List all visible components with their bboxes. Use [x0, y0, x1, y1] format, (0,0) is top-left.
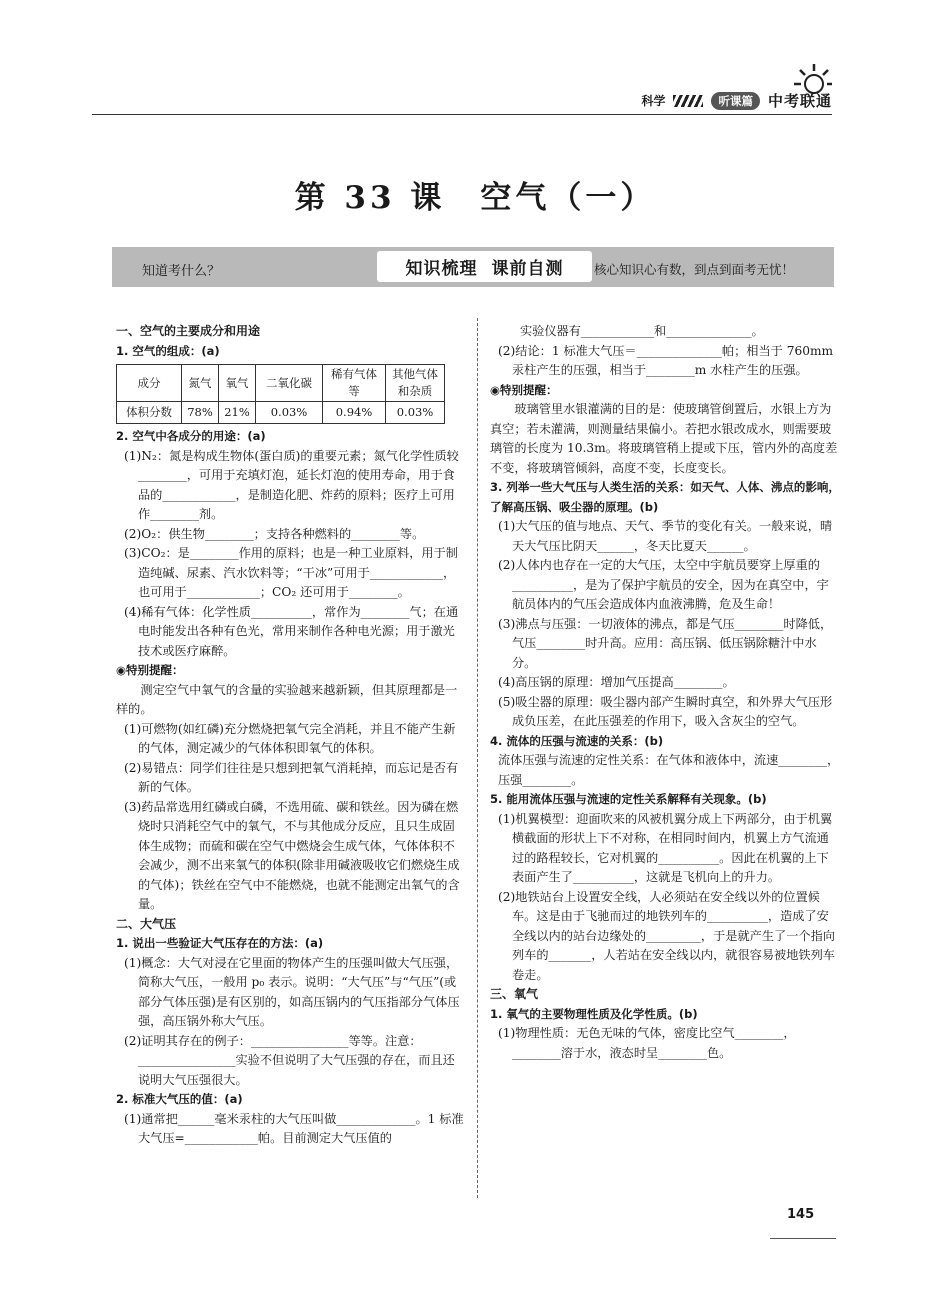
stripes-icon — [673, 95, 703, 107]
table-cell: 体积分数 — [117, 402, 182, 424]
paragraph: (1)大气压的值与地点、天气、季节的变化有关。一般来说，晴天大气压比阴天______，冬天比夏天______。 — [498, 519, 833, 553]
paragraph: (1)物理性质：无色无味的气体，密度比空气________，________溶于水，液态时呈________色。 — [498, 1026, 796, 1060]
table-header: 氧气 — [219, 365, 256, 402]
question-heading: 2. 标准大气压的值：(a) — [116, 1092, 243, 1106]
paragraph: (2)证明其存在的例子：________________等等。注意：________________实验不但说明了大气压强的存在，而且还说明大气压强很大。 — [124, 1033, 455, 1087]
table-cell: 0.03% — [256, 402, 323, 424]
paragraph: (2)易错点：同学们往往是只想到把氧气消耗掉，而忘记是否有新的气体。 — [124, 760, 459, 794]
header-tag: 听课篇 — [711, 92, 760, 110]
paragraph: (4)高压锅的原理：增加气压提高________。 — [498, 675, 735, 689]
header-brand: 中考联通 — [767, 92, 832, 110]
paragraph: (1)通常把______毫米汞柱的大气压叫做_____________。1 标准大气压=____________帕。目前测定大气压值的 — [124, 1111, 464, 1145]
section-heading: 一、空气的主要成分和用途 — [116, 324, 261, 338]
paragraph: (3)CO₂：是________作用的原料；也是一种工业原料，用于制造纯碱、尿素、汽水饮料等；“干冰”可用于____________，也可用于____________；CO₂ 还可用于________。 — [124, 546, 458, 599]
paragraph: 实验仪器有____________和______________。 — [520, 324, 764, 338]
paragraph: (4)稀有气体：化学性质__________，常作为________气；在通电时能发出各种有色光，常用来制作各种电光源；用于激光技术或医疗麻醉。 — [124, 604, 459, 658]
question-heading: 3. 列举一些大气压与人类生活的关系：如天气、人体、沸点的影响，了解高压锅、吸尘器的原理。(b) — [490, 480, 840, 514]
section-heading: 二、大气压 — [116, 916, 177, 931]
banner-left: 知道考什么？ — [142, 264, 221, 279]
header-rule — [92, 114, 832, 115]
tip-heading: ◉特别提醒： — [490, 382, 558, 397]
paragraph: (1)机翼模型：迎面吹来的风被机翼分成上下两部分，由于机翼横截面的形状上下不对称，在相同时间内，机翼上方气流通过的路程较长，它对机翼的__________。因此在机翼的上下表面产生了__________，这就是飞机向上的升力。 — [498, 811, 833, 884]
section-heading: 三、氧气 — [490, 987, 539, 1001]
table-cell: 0.03% — [386, 402, 445, 424]
paragraph: (5)吸尘器的原理：吸尘器内部产生瞬时真空，和外界大气压形成负压差，在此压强差的作用下，吸入含灰尘的空气。 — [498, 694, 833, 728]
table-header: 其他气体和杂质 — [386, 365, 445, 402]
paragraph: (2)结论：1 标准大气压＝______________帕；相当于 760mm 汞柱产生的压强，相当于________m 水柱产生的压强。 — [498, 343, 834, 377]
paragraph: (3)沸点与压强：一切液体的沸点，都是气压________时降低，气压________时升高。应用：高压锅、低压锅除糖汁中水分。 — [498, 616, 833, 670]
table-cell: 0.94% — [323, 402, 386, 424]
paragraph: (1)概念：大气对浸在它里面的物体产生的压强叫做大气压强，简称大气压，一般用 p₀ 表示。说明：“大气压”与“气压”(或部分气体压强)是有区别的，如高压锅内的气压指部分气体压强，高压锅外称大气压。 — [124, 955, 460, 1028]
paragraph: (1)N₂：氮是构成生物体(蛋白质)的重要元素；氮气化学性质较________，可用于充填灯泡，延长灯泡的使用寿命，用于食品的____________，是制造化肥、炸药的原料；医疗上可用作________剂。 — [124, 448, 459, 521]
question-heading: 2. 空气中各成分的用途：(a) — [116, 429, 266, 443]
table-cell: 78% — [182, 402, 219, 424]
page-title: 第 33 课 空气（一） — [294, 180, 656, 216]
question-heading: 1. 氧气的主要物理性质及化学性质。(b) — [490, 1006, 698, 1021]
left-column — [116, 322, 464, 1149]
question-heading: 1. 说出一些验证大气压存在的方法：(a) — [116, 936, 324, 950]
paragraph: (2)O₂：供生物________；支持各种燃料的________等。 — [124, 526, 425, 541]
right-column — [490, 322, 840, 1063]
paragraph: 玻璃管里水银灌满的目的是：使玻璃管倒置后，水银上方为真空；若未灌满，则测量结果偏小。若把水银改成水，则需要玻璃管的长度为 10.3m。将玻璃管稍上提或下压，管内外的高度差不变，将玻璃管倾斜，高度不变，长度变长。 — [490, 402, 838, 475]
banner-right: 核心知识心有数，到点到面考无忧！ — [593, 262, 794, 277]
running-header — [641, 90, 832, 111]
paragraph: 测定空气中氧气的含量的实验越来越新颖，但其原理都是一样的。 — [116, 682, 458, 716]
air-composition-table — [116, 364, 445, 424]
table-header: 氮气 — [182, 365, 219, 402]
paragraph: (2)人体内也存在一定的大气压，太空中宇航员要穿上厚重的__________，是为了保护宇航员的安全，因为在真空中，宇航员体内的气压会造成体内血液沸腾，危及生命！ — [498, 558, 829, 611]
paragraph: (1)可燃物(如红磷)充分燃烧把氧气完全消耗，并且不能产生新的气体，测定减少的气体体积即氧气的体积。 — [124, 721, 456, 755]
table-header-row — [117, 365, 445, 402]
table-header: 成分 — [117, 365, 182, 402]
question-heading: 5. 能用流体压强与流速的定性关系解释有关现象。(b) — [490, 792, 767, 806]
paragraph: (2)地铁站台上设置安全线，人必须站在安全线以外的位置候车。这是由于飞驰而过的地铁列车的__________，造成了安全线以内的站台边缘处的_________，于是就产生了一个指向列车的_______，人若站在安全线以内，就很容易被地铁列车卷走。 — [498, 889, 835, 982]
table-header: 稀有气体等 — [323, 365, 386, 402]
section-banner — [112, 247, 834, 287]
table-cell: 21% — [219, 402, 256, 424]
paragraph: (3)药品常选用红磷或白磷，不选用硫、碳和铁丝。因为磷在燃烧时只消耗空气中的氧气，不与其他成分反应，且只生成固体生成物；而硫和碳在空气中燃烧会生成气体，气体体积不会减少，测不出来氧气的体积(除非用碱液吸收它们燃烧生成的气体)；铁丝在空气中不能燃烧，也就不能测定出氧气的含量。 — [124, 799, 460, 911]
question-heading: 1. 空气的组成：(a) — [116, 343, 220, 358]
page-number: 145 — [787, 1207, 815, 1222]
header-subject: 科学 — [641, 94, 666, 108]
banner-title — [377, 251, 592, 282]
banner-mid-2: 课前自测 — [491, 259, 564, 279]
table-row — [117, 402, 445, 424]
question-heading: 4. 流体的压强与流速的关系：(b) — [490, 733, 664, 748]
tip-heading: ◉特别提醒： — [116, 663, 184, 677]
banner-mid-1: 知识梳理 — [405, 259, 478, 279]
table-header: 二氧化碳 — [256, 365, 323, 402]
footer-rule — [770, 1238, 836, 1239]
paragraph: 流体压强与流速的定性关系：在气体和液体中，流速________，压强________。 — [498, 753, 840, 787]
column-divider — [477, 318, 478, 1198]
